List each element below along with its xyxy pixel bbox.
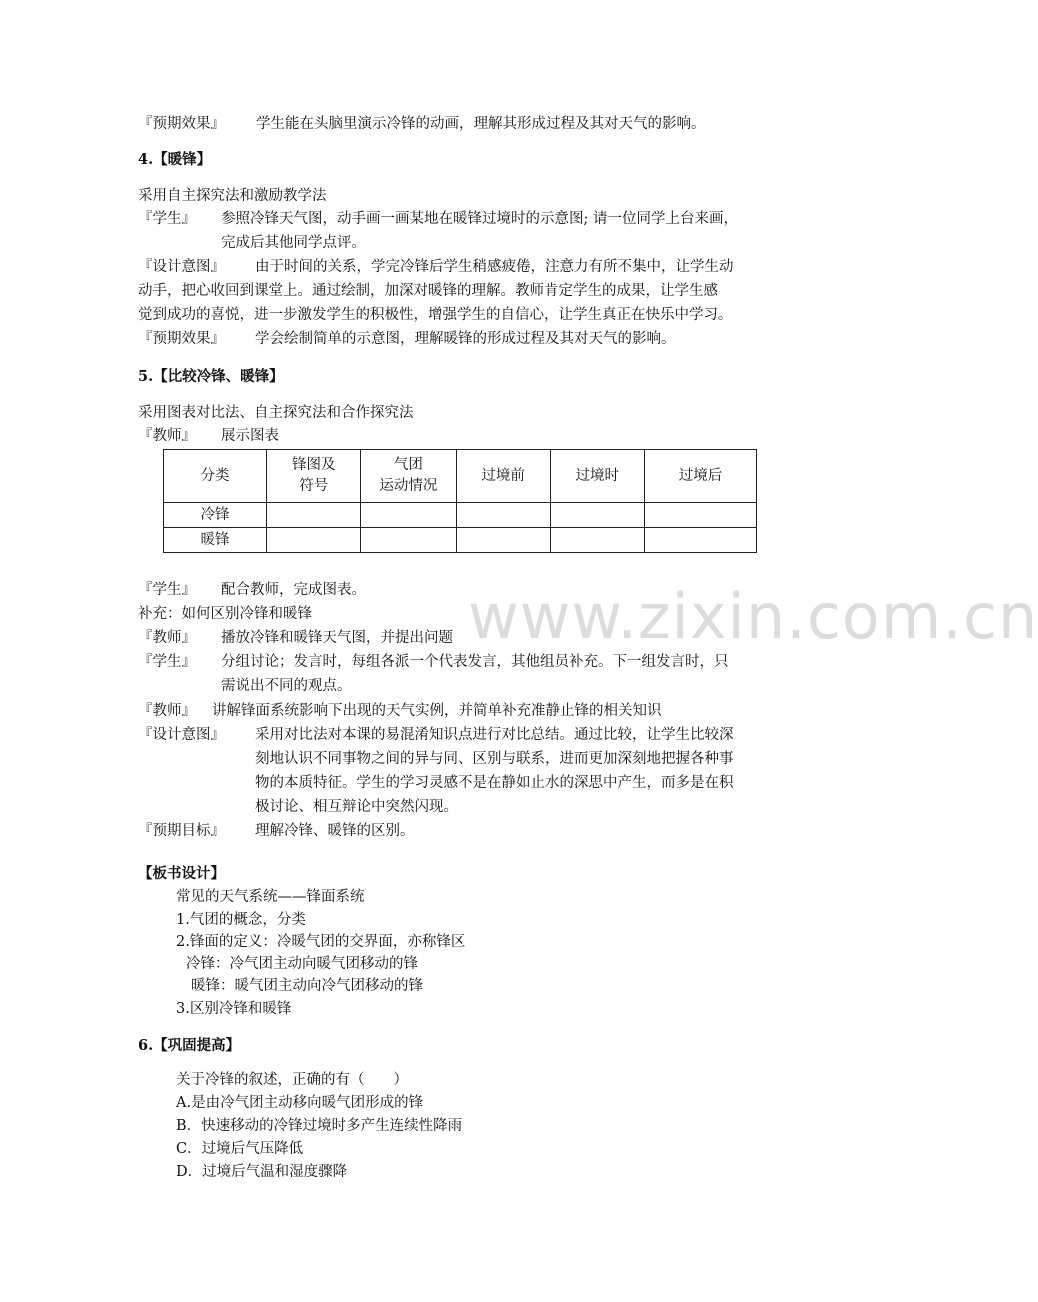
- s5-goal-text: 理解冷锋、暖锋的区别。: [255, 823, 415, 839]
- section-6-heading: 6.【巩固提高】: [138, 1037, 241, 1054]
- section-4-heading: 4.【暖锋】: [138, 151, 212, 168]
- s5-design-line3: 物的本质特征。学生的学习灵感不是在静如止水的深思中产生，而多是在积: [255, 775, 734, 791]
- s5-teacher3-tag: 『教师』: [138, 703, 196, 719]
- table-cell: [456, 528, 550, 553]
- table-header-cell: 过境时: [550, 450, 644, 503]
- table-cell: [267, 528, 361, 553]
- s4-effect-text: 学会绘制简单的示意图，理解暖锋的形成过程及其对天气的影响。: [255, 331, 676, 347]
- s5-teacher1-tag: 『教师』: [138, 428, 196, 444]
- table-cell: [361, 528, 456, 553]
- table-header-row: [164, 450, 757, 503]
- table-row: [164, 528, 757, 553]
- s4-student-tag: 『学生』: [138, 211, 196, 227]
- table-cell: [267, 503, 361, 528]
- s5-teacher2-tag: 『教师』: [138, 630, 196, 646]
- s4-design-line2: 动手，把心收回到课堂上。通过绘制，加深对暖锋的理解。教师肯定学生的成果，让学生感: [138, 283, 718, 299]
- paragraph-text: 学生能在头脑里演示冷锋的动画，理解其形成过程及其对天气的影响。: [256, 116, 706, 132]
- prev-effect-line: [138, 113, 706, 135]
- table-row-label: 冷锋: [164, 503, 267, 528]
- s4-design-line3: 觉到成功的喜悦，进一步激发学生的积极性，增强学生的自信心，让学生真正在快乐中学习。: [138, 307, 733, 323]
- s4-student-line1: 参照冷锋天气图，动手画一画某地在暖锋过境时的示意图; 请一位同学上台来画，: [221, 211, 738, 227]
- table-header-cell: 过境后: [644, 450, 756, 503]
- board-line-3: 冷锋：冷气团主动向暖气团移动的锋: [186, 956, 418, 972]
- option-c: C．过境后气压降低: [176, 1141, 304, 1157]
- table-header-cell: 过境前: [456, 450, 550, 503]
- comparison-table: [163, 449, 757, 553]
- tag-label: 『预期效果』: [138, 116, 225, 132]
- question-text: 关于冷锋的叙述，正确的有（ ）: [176, 1072, 408, 1088]
- s5-design-line1: 采用对比法对本课的易混淆知识点进行对比总结。通过比较，让学生比较深: [255, 727, 734, 743]
- option-b: B．快速移动的冷锋过境时多产生连续性降雨: [176, 1118, 463, 1134]
- s4-effect-tag: 『预期效果』: [138, 331, 225, 347]
- section-5-method: 采用图表对比法、自主探究法和合作探究法: [138, 405, 414, 421]
- s5-design-tag: 『设计意图』: [138, 727, 225, 743]
- s5-teacher1-text: 展示图表: [221, 428, 279, 444]
- s5-student2-tag: 『学生』: [138, 654, 196, 670]
- s5-student1-text: 配合教师，完成图表。: [221, 582, 366, 598]
- table-header-cell: 分类: [164, 450, 267, 503]
- option-a: A.是由冷气团主动移向暖气团形成的锋: [176, 1095, 424, 1111]
- option-d: D．过境后气温和湿度骤降: [176, 1164, 348, 1180]
- s5-design-line4: 极讨论、相互辩论中突然闪现。: [255, 799, 458, 815]
- table-cell: [644, 503, 756, 528]
- s5-design-line2: 刻地认识不同事物之间的异与同、区别与联系，进而更加深刻地把握各种事: [255, 751, 734, 767]
- table-cell: [456, 503, 550, 528]
- s4-design-tag: 『设计意图』: [138, 259, 225, 275]
- table-row: [164, 503, 757, 528]
- watermark: www.zixin.com.cn: [468, 580, 1038, 653]
- board-line-5: 3.区别冷锋和暖锋: [176, 1001, 292, 1017]
- table-row-label: 暖锋: [164, 528, 267, 553]
- board-heading: 【板书设计】: [138, 865, 225, 882]
- s5-student2-line2: 需说出不同的观点。: [221, 678, 352, 694]
- table-cell: [550, 528, 644, 553]
- s4-student-line2: 完成后其他同学点评。: [221, 235, 366, 251]
- s5-student2-line1: 分组讨论；发言时，每组各派一个代表发言，其他组员补充。下一组发言时，只: [221, 654, 729, 670]
- s5-student1-tag: 『学生』: [138, 582, 196, 598]
- table-header-cell: 锋图及 符号: [267, 450, 361, 503]
- board-line-2: 2.锋面的定义：冷暖气团的交界面，亦称锋区: [176, 934, 466, 950]
- board-line-1: 1.气团的概念，分类: [176, 912, 306, 928]
- s5-teacher3-text: 讲解锋面系统影响下出现的天气实例，并简单补充准静止锋的相关知识: [212, 703, 662, 719]
- table-header-cell: 气团 运动情况: [361, 450, 456, 503]
- table-cell: [550, 503, 644, 528]
- board-title: 常见的天气系统——锋面系统: [176, 889, 365, 905]
- table-cell: [361, 503, 456, 528]
- table-cell: [644, 528, 756, 553]
- s5-goal-tag: 『预期目标』: [138, 823, 225, 839]
- section-5-heading: 5.【比较冷锋、暖锋】: [138, 368, 284, 385]
- s5-teacher2-text: 播放冷锋和暖锋天气图，并提出问题: [221, 630, 453, 646]
- s4-design-line1: 由于时间的关系，学完冷锋后学生稍感疲倦，注意力有所不集中，让学生动: [255, 259, 734, 275]
- section-4-method: 采用自主探究法和激励教学法: [138, 188, 327, 204]
- s5-supplement: 补充：如何区别冷锋和暖锋: [138, 606, 312, 622]
- board-line-4: 暖锋：暖气团主动向冷气团移动的锋: [191, 978, 423, 994]
